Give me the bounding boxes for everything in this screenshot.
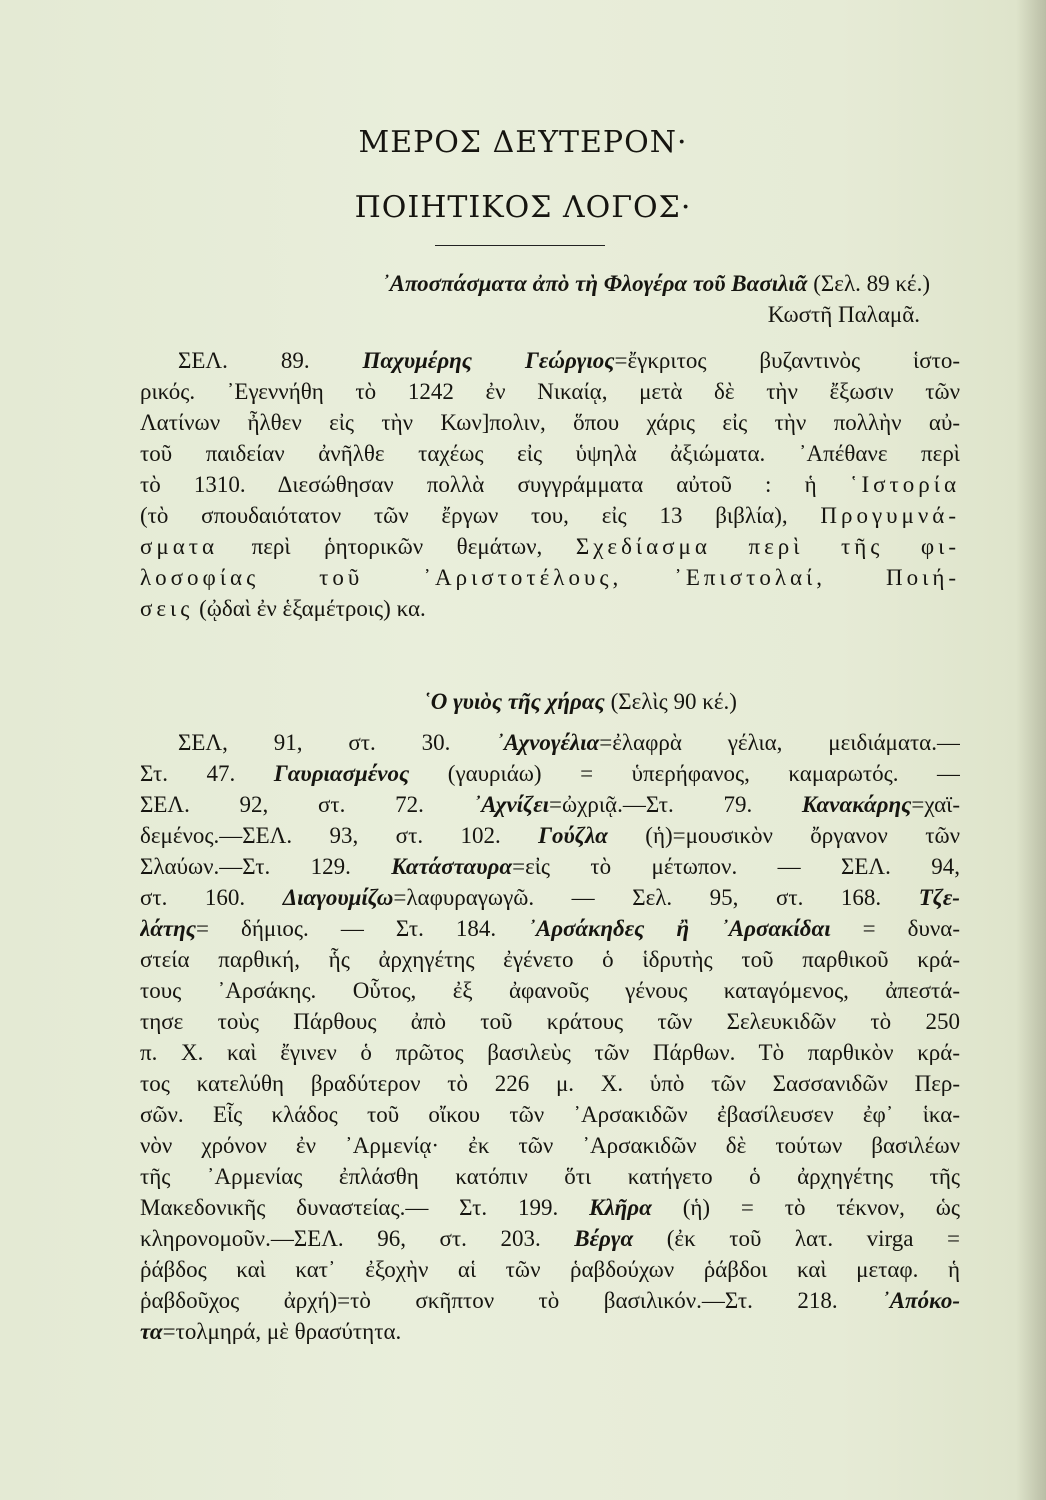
excerpts-heading (140, 268, 960, 330)
text-line: ῥαβδοῦχος ἀρχή)=τὸ σκῆπτον τὸ βασιλικόν.—Στ. 218. ᾿Απόκο- (140, 1288, 960, 1313)
part-title: ΜΕΡΟΣ ΔΕΥΤΕΡΟΝ· (358, 125, 688, 160)
excerpts-author: Κωστῆ Παλαμᾶ. (767, 302, 920, 327)
text-line: ΣΕΛ, 91, στ. 30. ᾿Αχνογέλια=ἐλαφρὰ γέλια, μειδιάματα.— (178, 730, 960, 755)
text-line: τα=τολμηρά, μὲ θρασύτητα. (140, 1319, 402, 1344)
text-line: σματα περὶ ῥητορικῶν θεμάτων, Σχεδίασμα περὶ τῆς φι- (140, 534, 960, 559)
text-line: σῶν. Εἷς κλάδος τοῦ οἴκου τῶν ᾿Αρσακιδῶν ἐβασίλευσεν ἐφ᾿ ἱκα- (140, 1102, 960, 1127)
text-line: π. Χ. καὶ ἔγινεν ὁ πρῶτος βασιλεὺς τῶν Πάρθων. Τὸ παρθικὸν κρά- (140, 1040, 960, 1065)
text-line: τος κατελύθη βραδύτερον τὸ 226 μ. Χ. ὑπὸ τῶν Σασσανιδῶν Περ- (140, 1071, 960, 1096)
text-line: τοῦ παιδείαν ἀνῆλθε ταχέως εἰς ὑψηλὰ ἀξιώματα. ᾿Απέθανε περὶ (140, 441, 960, 466)
text-line: δεμένος.—ΣΕΛ. 93, στ. 102. Γούζλα (ἡ)=μουσικὸν ὄργανον τῶν (140, 823, 960, 848)
text-line: νὸν χρόνον ἐν ᾿Αρμενίᾳ· ἐκ τῶν ᾿Αρσακιδῶν δὲ τούτων βασιλέων (140, 1133, 960, 1158)
text-line: ρικός. ᾿Εγεννήθη τὸ 1242 ἐν Νικαίᾳ, μετὰ δὲ τὴν ἔξωσιν τῶν (140, 379, 960, 404)
text-line: ΣΕΛ. 92, στ. 72. ᾿Αχνίζει=ὠχριᾷ.—Στ. 79. Κανακάρης=χαϊ- (140, 792, 960, 817)
text-line: σεις (ᾠδαὶ ἐν ἑξαμέτροις) κα. (140, 596, 426, 621)
poem-ref: (Σελὶς 90 κέ.) (610, 689, 737, 714)
text-line: λάτης= δήμιος. — Στ. 184. ᾿Αρσάκηδες ἢ ᾿Αρσακίδαι = δυνα- (140, 916, 960, 941)
text-line: στ. 160. Διαγουμίζω=λαφυραγωγῶ. — Σελ. 95, στ. 168. Τζε- (140, 885, 960, 910)
excerpts-ref: (Σελ. 89 κέ.) (813, 271, 930, 296)
text-line: λοσοφίας τοῦ ᾿Αριστοτέλους, ᾿Επιστολαί, Ποιή- (140, 565, 960, 590)
text-line: (τὸ σπουδαιότατον τῶν ἔργων του, εἰς 13 βιβλία), Προγυμνά- (140, 503, 960, 528)
paragraph-glossary (140, 727, 960, 1347)
text-line: Μακεδονικῆς δυναστείας.— Στ. 199. Κλῆρα (ἡ) = τὸ τέκνον, ὡς (140, 1195, 960, 1220)
paragraph-pachymeres (140, 345, 960, 624)
text-line: Λατίνων ἦλθεν εἰς τὴν Κων]πολιν, ὅπου χάρις εἰς τὴν πολλὴν αὐ- (140, 410, 960, 435)
text-line: στεία παρθική, ἧς ἀρχηγέτης ἐγένετο ὁ ἱδρυτὴς τοῦ παρθικοῦ κρά- (140, 947, 960, 972)
excerpts-title: ᾿Αποσπάσματα ἀπὸ τὴ Φλογέρα τοῦ Βασιλιᾶ (381, 271, 808, 296)
text-line: τησε τοὺς Πάρθους ἀπὸ τοῦ κράτους τῶν Σελευκιδῶν τὸ 250 (140, 1009, 960, 1034)
poem-title: ῾Ο γυιὸς τῆς χήρας (423, 689, 605, 714)
text-line: κληρονομοῦν.—ΣΕΛ. 96, στ. 203. Βέργα (ἐκ τοῦ λατ. virga = (140, 1226, 960, 1251)
text-line: τὸ 1310. Διεσώθησαν πολλὰ συγγράμματα αὐτοῦ : ἡ ῾Ιστορία (140, 472, 960, 497)
page-edge-shadow (1016, 0, 1046, 1500)
poem-heading (140, 686, 960, 717)
text-line: ΣΕΛ. 89. Παχυμέρης Γεώργιος=ἔγκριτος βυζαντινὸς ἱστο- (178, 348, 960, 373)
text-line: τους ᾿Αρσάκης. Οὗτος, ἐξ ἀφανοῦς γένους καταγόμενος, ἀπεστά- (140, 978, 960, 1003)
text-line: τῆς ᾿Αρμενίας ἐπλάσθη κατόπιν ὅτι κατήγετο ὁ ἀρχηγέτης τῆς (140, 1164, 960, 1189)
text-line: ῥάβδος καὶ κατ᾿ ἐξοχὴν αἱ τῶν ῥαβδούχων ῥάβδοι καὶ μεταφ. ἡ (140, 1257, 960, 1282)
text-line: Σλαύων.—Στ. 129. Κατάσταυρα=εἰς τὸ μέτωπον. — ΣΕΛ. 94, (140, 854, 960, 879)
divider-rule (435, 245, 605, 246)
text-line: Στ. 47. Γαυριασμένος (γαυριάω) = ὑπερήφανος, καμαρωτός. — (140, 761, 960, 786)
section-title: ΠΟΙΗΤΙΚΟΣ ΛΟΓΟΣ· (354, 190, 692, 225)
